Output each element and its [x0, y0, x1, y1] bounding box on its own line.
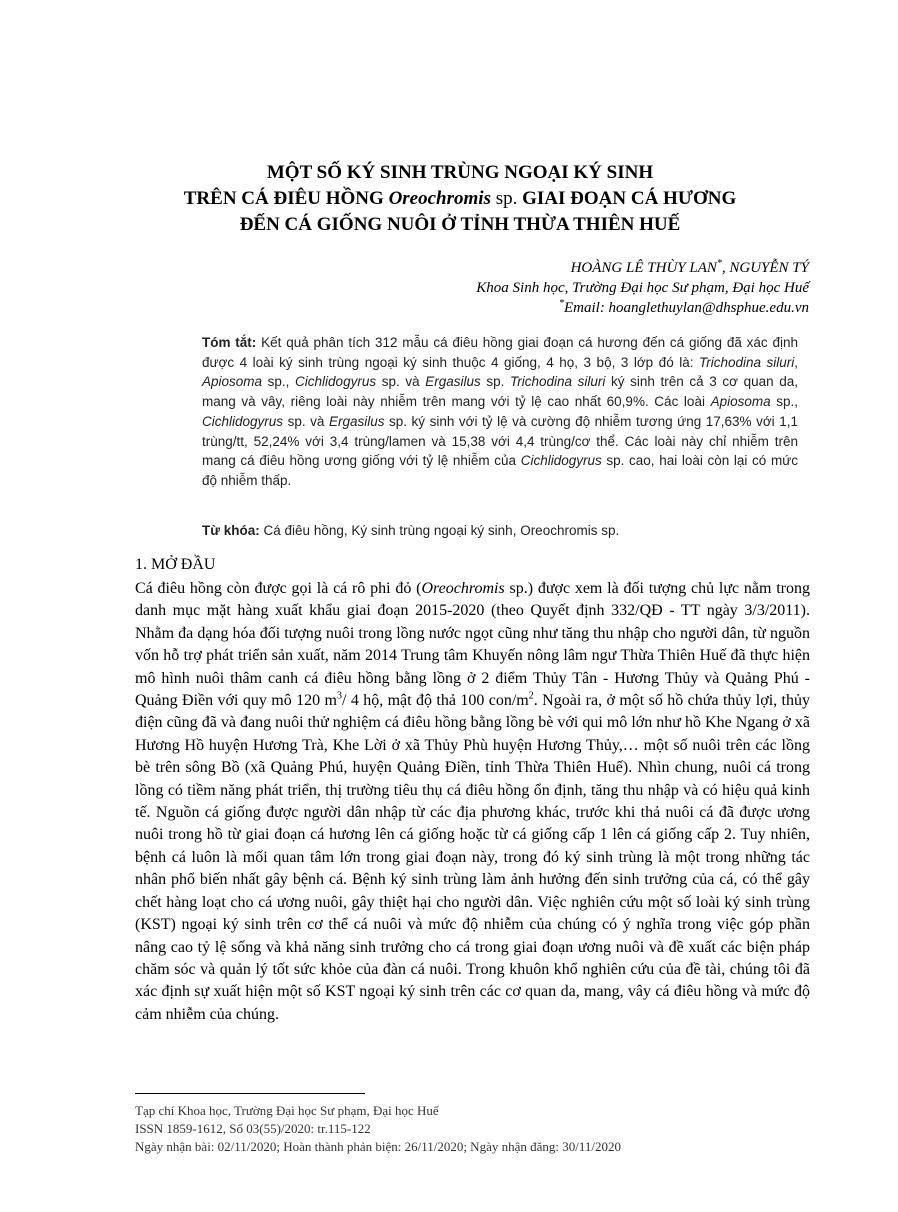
species-name: Cichlidogyrus	[295, 374, 377, 390]
abstract	[202, 333, 798, 491]
abstract-label: Tóm tắt:	[202, 335, 257, 350]
body-text: sp.) được xem là đối tượng chủ lực nằm trong danh mục mặt hàng xuất khẩu giai đoạn 2015-2020 (theo Quyết định 332/QĐ - TT ngày 3/3/2011). Nhằm đa dạng hóa đối tượng nuôi trong lồng nước ngọt cũng như tăng thu nhập cho người dân, từ nguồn vốn hỗ trợ phát triển sản xuất, năm 2014 Trung tâm Khuyến nông lâm ngư Thừa Thiên Huế đã thực hiện mô hình nuôi thâm canh cá điêu hồng bằng lồng ở 2 điểm Thủy Tân - Hương Thủy và Quảng Phú - Quảng Điền với quy mô 120 m	[135, 580, 811, 710]
species-name: Ergasilus	[425, 374, 481, 390]
species-name: Trichodina siluri	[698, 354, 795, 370]
abstract-text: ,	[794, 354, 798, 370]
species-name: Ergasilus	[328, 413, 385, 429]
body-paragraph	[135, 578, 810, 1026]
author-email-line	[476, 298, 809, 318]
abstract-text: Kết quả phân tích 312 mẫu cá điêu hồng giai đoạn cá hương đến cá giống đã xác định được 4 loài ký sinh trùng ngoại ký sinh thuộc 4 giống, 4 họ, 3 bộ, 3 lớp đó là:	[202, 335, 798, 370]
abstract-text: sp.,	[262, 374, 296, 390]
section-heading: 1. MỞ ĐẦU	[135, 556, 216, 573]
keywords-label: Từ khóa:	[202, 523, 260, 538]
title-genus: Oreochromis	[388, 188, 491, 209]
body-text: / 4 hộ, mật độ thả 100 con/m	[341, 692, 529, 710]
species-name: Apiosoma	[710, 394, 771, 410]
author-name-1: HOÀNG LÊ THÙY LAN	[570, 260, 717, 276]
abstract-text: ký sinh trên cả 3 cơ quan da, mang và vây, riêng loài này nhiễm trên mang với tỷ lệ cao nhất 60,9%. Các loài	[202, 374, 799, 410]
keywords-text: Cá điêu hồng, Ký sinh trùng ngoại ký sinh, Oreochromis sp.	[259, 523, 620, 538]
author-affiliation: Khoa Sinh học, Trường Đại học Sư phạm, Đại học Huế	[476, 280, 809, 296]
species-name: Apiosoma	[202, 374, 263, 390]
paper-title	[120, 160, 800, 238]
abstract-text: sp. ký sinh với tỷ lệ và cường độ nhiễm tương ứng 17,63% với 1,1 trùng/tt, 52,24% với 3,4 trùng/lamen và 15,38 với 4,4 trùng/cơ thể. Các loài này chỉ nhiễm trên mang cá điêu hồng ương giống với tỷ lệ nhiễm của	[202, 413, 798, 469]
title-line-2-suffix: GIAI ĐOẠN CÁ HƯƠNG	[517, 188, 737, 209]
superscript: 2	[528, 690, 534, 702]
superscript: 3	[336, 690, 342, 702]
author-block	[476, 258, 809, 318]
footer-issn: ISSN 1859-1612, Số 03(55)/2020: tr.115-122	[135, 1121, 371, 1136]
abstract-text: sp.,	[770, 394, 799, 410]
abstract-text: sp. và	[283, 413, 329, 429]
body-text: . Ngoài ra, ở một số hồ chứa thủy lợi, thủy điện cũng đã và đang nuôi thử nghiệm cá điêu hồng bằng lồng bè với qui mô lớn như hồ Khe Ngang ở xã Hương Hồ huyện Hương Trà, Khe Lời ở xã Thủy Phù huyện Hương Thủy,… một số nuôi trên các lồng bè trên sông Bồ (xã Quảng Phú, huyện Quảng Điền, tỉnh Thừa Thiên Huế). Nhìn chung, nuôi cá trong lồng có tiềm năng phát triển, thị trường tiêu thụ cá điêu hồng ổn định, tăng thu nhập và có hiệu quả kinh tế. Nguồn cá giống được người dân nhập từ các địa phương khác, trước khi thả nuôi cá đã được ương nuôi trong hồ từ giai đoạn cá hương lên cá giống hoặc từ cá giống cấp 1 lên cá giống cấp 2. Tuy nhiên, bệnh cá luôn là mối quan tâm lớn trong giai đoạn này, trong đó ký sinh trùng là một trong những tác nhân phổ biến nhất gây bệnh cá. Bệnh ký sinh trùng làm ảnh hưởng đến sinh trưởng của cá, có thể gây chết hàng loạt cho cá ương nuôi, gây thiệt hại cho người dân. Việc nghiên cứu một số loài ký sinh trùng (KST) ngoại ký sinh trên cơ thể cá nuôi và mức độ nhiễm của chúng có ý nghĩa trong việc góp phần nâng cao tỷ lệ sống và khả năng sinh trưởng cho cá trong giai đoạn ương nuôi và đề xuất các biện pháp chăm sóc và quản lý tốt sức khỏe của đàn cá nuôi. Trong khuôn khổ nghiên cứu của đề tài, chúng tôi đã xác định sự xuất hiện một số KST ngoại ký sinh trên các cơ quan da, mang, vây cá điêu hồng và mức độ cảm nhiễm của chúng.	[135, 692, 811, 1023]
keywords	[202, 521, 802, 540]
title-species-abbrev: sp.	[490, 188, 518, 209]
title-line-2	[120, 186, 800, 212]
footer-journal: Tạp chí Khoa học, Trường Đại học Sư phạm, Đại học Huế	[135, 1103, 439, 1118]
body-text: Cá điêu hồng còn được gọi là cá rô phi đỏ (	[135, 580, 422, 597]
abstract-text: sp. và	[376, 374, 426, 390]
author-email: Email: hoanglethuylan@dhsphue.edu.vn	[563, 300, 809, 316]
title-line-1: MỘT SỐ KÝ SINH TRÙNG NGOẠI KÝ SINH	[266, 162, 654, 183]
species-name: Trichodina siluri	[510, 374, 606, 390]
footer-dates: Ngày nhận bài: 02/11/2020; Hoàn thành phản biện: 26/11/2020; Ngày nhận đăng: 30/11/2020	[135, 1139, 621, 1154]
abstract-text: sp. cao, hai loài còn lại có mức độ nhiễm thấp.	[202, 453, 798, 488]
title-line-2-prefix: TRÊN CÁ ĐIÊU HỒNG	[183, 188, 389, 209]
title-line-3: ĐẾN CÁ GIỐNG NUÔI Ở TỈNH THỪA THIÊN HUẾ	[239, 214, 681, 235]
journal-footer	[135, 1102, 621, 1156]
corresponding-mark: *	[716, 258, 722, 269]
species-name: Cichlidogyrus	[202, 413, 284, 429]
abstract-text: sp.	[480, 374, 510, 390]
footnote-rule	[135, 1093, 365, 1094]
author-name-2: , NGUYỄN TÝ	[721, 260, 809, 276]
author-names	[476, 258, 809, 278]
genus-name: Oreochromis	[421, 580, 505, 597]
email-mark: *	[558, 298, 564, 309]
species-name: Cichlidogyrus	[520, 453, 602, 469]
